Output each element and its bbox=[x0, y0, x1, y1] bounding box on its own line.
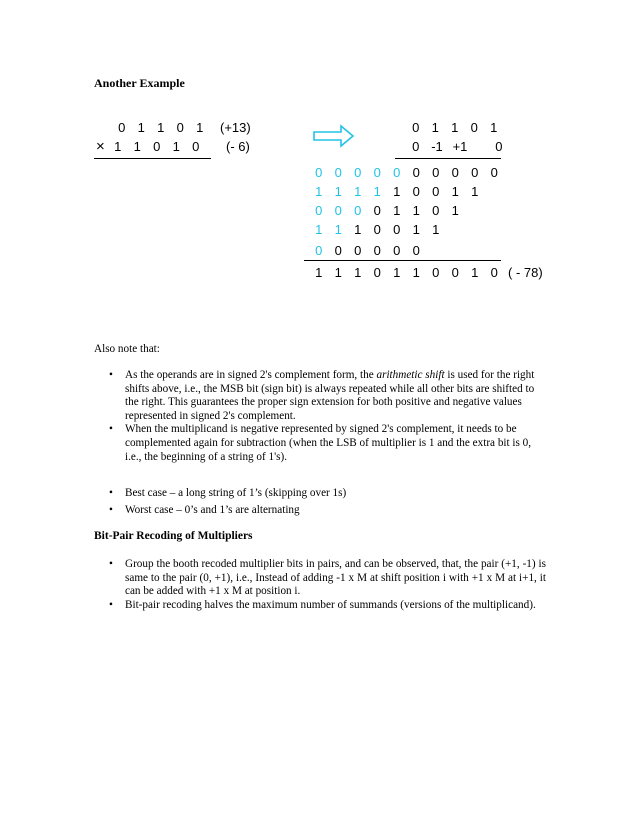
bit: 1 bbox=[451, 203, 459, 218]
bullet-icon: • bbox=[109, 558, 113, 570]
list-item bbox=[94, 558, 546, 599]
bit: 0 bbox=[373, 203, 381, 218]
bit: 1 bbox=[315, 265, 323, 280]
bit: 1 bbox=[196, 120, 204, 135]
bullet-text: Group the booth recoded multiplier bits in pairs, and can be observed, that, the pair (+1, -1) is same to the pair (0, +1), i.e., Instead of adding -1 x M at shift position i with +1 x M at i+1, it can be added with +1 x M at position i. bbox=[125, 558, 546, 598]
bit: -1 bbox=[431, 139, 443, 154]
bit: 0 bbox=[153, 139, 161, 154]
bit: 0 bbox=[490, 265, 498, 280]
bit: 1 bbox=[157, 120, 165, 135]
bit: 0 bbox=[334, 243, 342, 258]
bit: 1 bbox=[471, 265, 479, 280]
bit: 0 bbox=[354, 203, 362, 218]
bit: 0 bbox=[471, 165, 479, 180]
bit: 0 bbox=[412, 139, 420, 154]
bit: 1 bbox=[451, 184, 459, 199]
multiplicand-value: (+13) bbox=[220, 120, 251, 135]
bit: 0 bbox=[432, 265, 440, 280]
partial-product-row bbox=[309, 222, 446, 237]
bit: 1 bbox=[315, 184, 323, 199]
list-item bbox=[94, 369, 547, 423]
bit: 1 bbox=[315, 222, 323, 237]
bit: 0 bbox=[412, 243, 420, 258]
bit: 0 bbox=[373, 265, 381, 280]
bit-pair-list bbox=[94, 558, 546, 612]
bit: 1 bbox=[354, 265, 362, 280]
bit: 1 bbox=[137, 120, 145, 135]
also-note-label: Also note that: bbox=[94, 343, 160, 355]
partial-product-row bbox=[309, 184, 485, 199]
bit: 1 bbox=[412, 222, 420, 237]
right-upper-underline bbox=[395, 158, 501, 159]
list-item bbox=[94, 599, 546, 613]
bullet-text: Best case – a long string of 1’s (skipping over 1s) bbox=[125, 487, 347, 499]
partial-product-row bbox=[309, 203, 465, 218]
bit: 0 bbox=[176, 120, 184, 135]
bit: 1 bbox=[393, 203, 401, 218]
bit: 1 bbox=[334, 222, 342, 237]
bullet-icon: • bbox=[109, 487, 113, 499]
bit: 0 bbox=[495, 139, 503, 154]
emphasis-text: arithmetic shift bbox=[376, 369, 445, 381]
bit: 1 bbox=[133, 139, 141, 154]
bit: 0 bbox=[412, 184, 420, 199]
bullet-text: As the operands are in signed 2's complement form, the bbox=[125, 369, 377, 381]
list-item bbox=[94, 487, 547, 501]
times-sign: × bbox=[96, 138, 105, 155]
bullet-text: Worst case – 0’s and 1’s are alternating bbox=[125, 503, 300, 516]
bit: 1 bbox=[172, 139, 180, 154]
bit: 0 bbox=[373, 165, 381, 180]
bit: 1 bbox=[412, 203, 420, 218]
multiplier-value: (- 6) bbox=[226, 139, 250, 154]
bit: 0 bbox=[315, 165, 323, 180]
bit: 1 bbox=[334, 184, 342, 199]
left-multiplier bbox=[108, 139, 206, 154]
bit: 1 bbox=[412, 265, 420, 280]
double-right-arrow-icon bbox=[313, 124, 355, 148]
bit: 0 bbox=[354, 165, 362, 180]
bit: 1 bbox=[114, 139, 122, 154]
bit: 1 bbox=[431, 120, 439, 135]
partial-product-row bbox=[309, 165, 504, 180]
bullet-icon: • bbox=[109, 598, 113, 611]
bullet-text: When the multiplicand is negative represented by signed 2's complement, it needs to be complemented again for subtraction (when the LSB of multiplier is 1 and the extra bit is 0, i.e., the beginning of a string of 1's). bbox=[125, 423, 532, 463]
bit: 0 bbox=[315, 243, 323, 258]
bit: 0 bbox=[393, 222, 401, 237]
bit: 0 bbox=[354, 243, 362, 258]
bit: 0 bbox=[490, 165, 498, 180]
section-heading: Bit-Pair Recoding of Multipliers bbox=[94, 530, 253, 542]
bit: 1 bbox=[451, 120, 459, 135]
bullet-text: Bit-pair recoding halves the maximum number of summands (versions of the multiplicand). bbox=[125, 598, 536, 611]
bullet-text: is used for the right shifts above, i.e., the MSB bit (sign bit) is always repeated while all other bits are shifted to the right. This guarantees the proper sign extension for both positive and negative values represented in signed 2's complement. bbox=[125, 369, 535, 422]
bullet-icon: • bbox=[109, 369, 113, 381]
bit: 0 bbox=[432, 184, 440, 199]
left-multiplicand bbox=[112, 120, 210, 135]
bit: +1 bbox=[452, 139, 468, 154]
bit: 1 bbox=[432, 222, 440, 237]
list-item bbox=[94, 504, 547, 518]
bit: 1 bbox=[354, 222, 362, 237]
bit: 0 bbox=[192, 139, 200, 154]
bit: 1 bbox=[393, 184, 401, 199]
bit: 0 bbox=[373, 222, 381, 237]
right-recoded-multiplier bbox=[406, 139, 503, 154]
bit: 0 bbox=[451, 265, 459, 280]
bit: 0 bbox=[315, 203, 323, 218]
bit: 1 bbox=[471, 184, 479, 199]
bit: 0 bbox=[412, 165, 420, 180]
bullet-icon: • bbox=[109, 423, 113, 436]
bit: 1 bbox=[354, 184, 362, 199]
bit: 0 bbox=[470, 120, 478, 135]
bit: 0 bbox=[334, 203, 342, 218]
bit: 0 bbox=[432, 165, 440, 180]
notes-list bbox=[94, 369, 547, 464]
list-item bbox=[94, 423, 547, 464]
bit: 1 bbox=[334, 265, 342, 280]
result-row bbox=[309, 265, 504, 280]
bit: 0 bbox=[334, 165, 342, 180]
left-underline bbox=[94, 158, 211, 159]
bit: 1 bbox=[490, 120, 498, 135]
result-underline bbox=[304, 260, 501, 261]
bit: 1 bbox=[393, 265, 401, 280]
bit: 0 bbox=[373, 243, 381, 258]
bit: 0 bbox=[432, 203, 440, 218]
result-value: ( - 78) bbox=[508, 265, 543, 280]
bit: 0 bbox=[118, 120, 126, 135]
section-heading: Another Example bbox=[94, 76, 185, 90]
right-multiplicand bbox=[406, 120, 504, 135]
bit: 0 bbox=[393, 243, 401, 258]
cases-list bbox=[94, 487, 547, 517]
bit: 1 bbox=[373, 184, 381, 199]
bit: 0 bbox=[412, 120, 420, 135]
bullet-icon: • bbox=[109, 503, 113, 516]
partial-product-row bbox=[309, 243, 426, 258]
bit: 0 bbox=[451, 165, 459, 180]
bit: 0 bbox=[393, 165, 401, 180]
